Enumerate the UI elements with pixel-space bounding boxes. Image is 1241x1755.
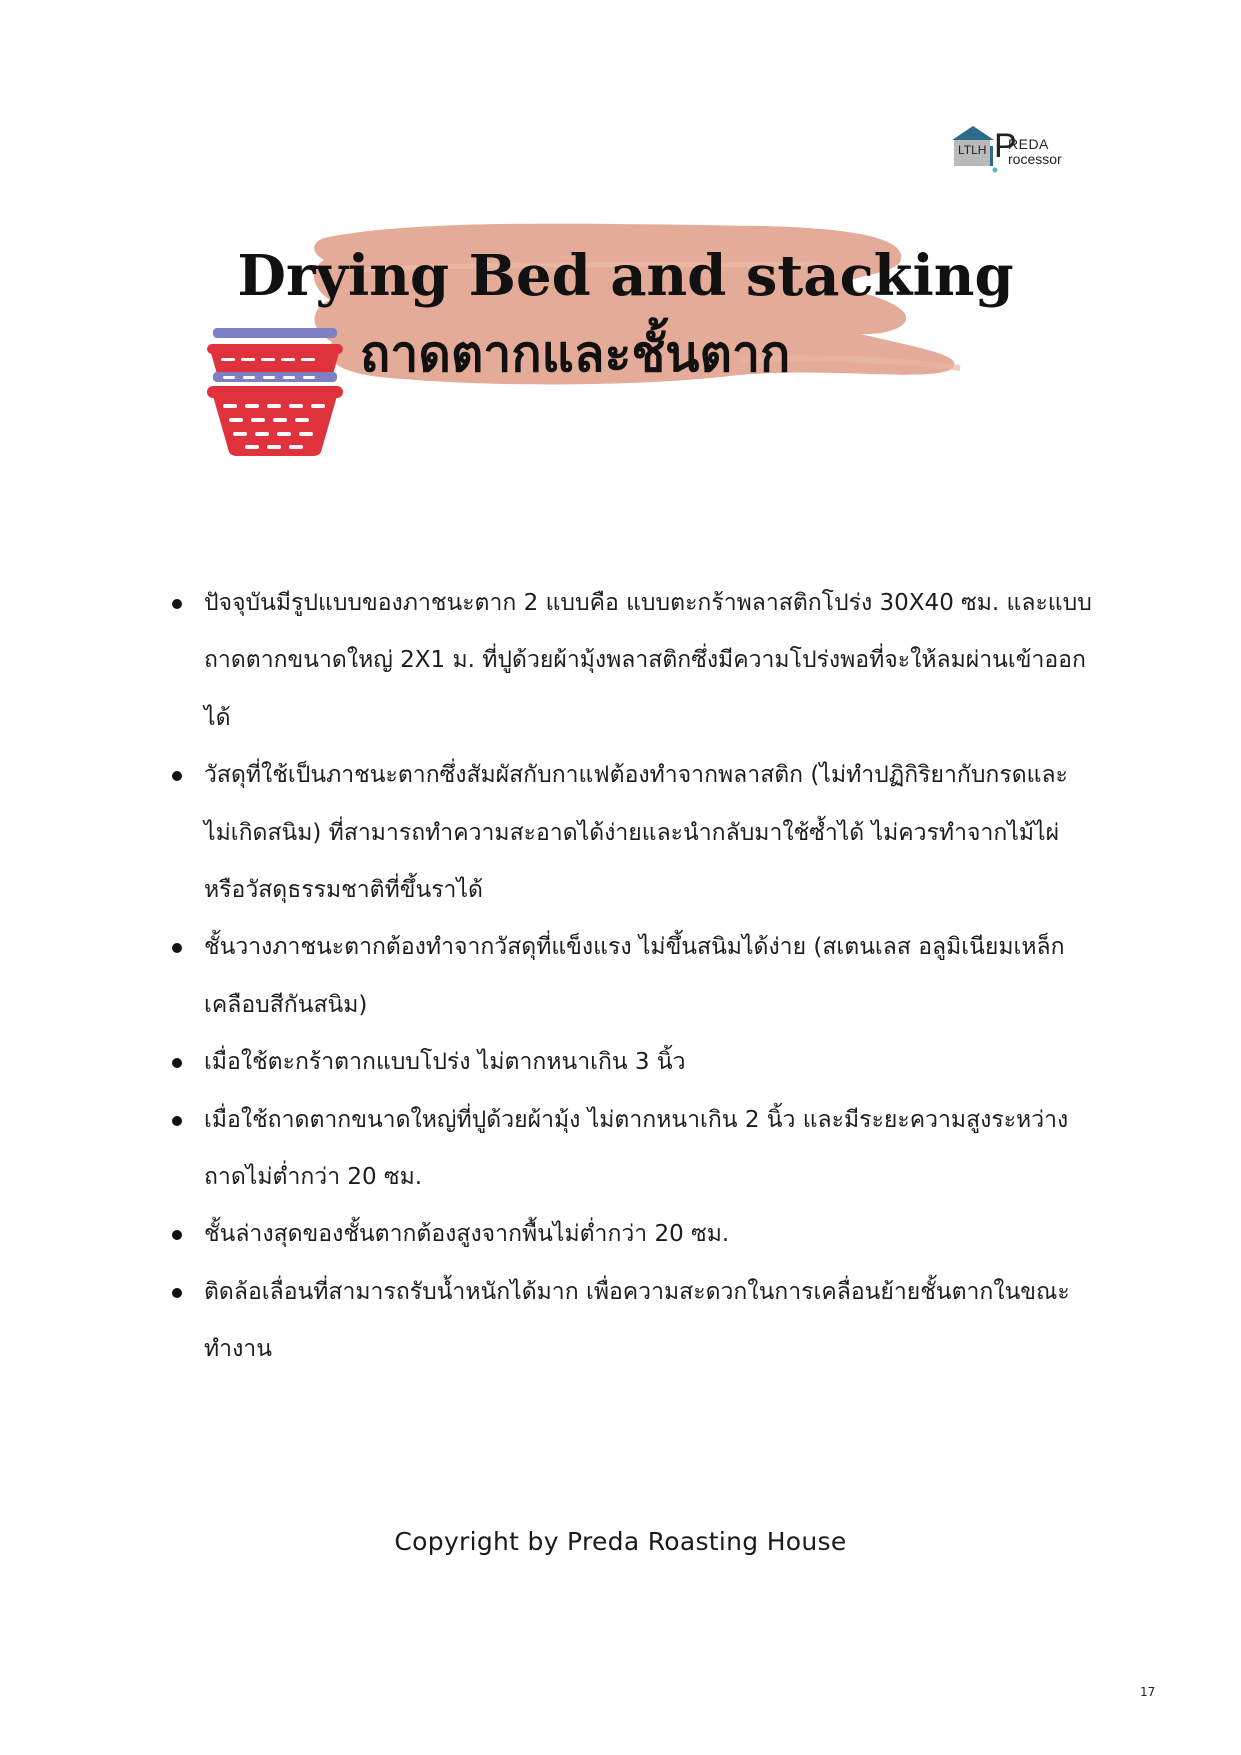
bullet-icon: [172, 1058, 182, 1068]
list-item: [172, 1092, 1092, 1207]
bullet-list-container: [172, 575, 1092, 1379]
page-number: 17: [1140, 1685, 1156, 1699]
logo-initial: P: [994, 127, 1017, 165]
bullet-icon: [172, 771, 182, 781]
list-item: [172, 575, 1092, 747]
bullet-icon: [172, 1288, 182, 1298]
page-title-english-text: Drying Bed and stacking: [237, 243, 1014, 309]
bullet-icon: [172, 1116, 182, 1126]
bullet-icon: [172, 599, 182, 609]
list-item-text: เมื่อใช้ถาดตากขนาดใหญ่ที่ปูด้วยผ้ามุ้ง ไม่ตากหนาเกิน 2 นิ้ว และมีระยะความสูงระหว่างถาดไม่ต่ำกว่า 20 ซม.: [204, 1106, 1069, 1191]
bullet-icon: [172, 943, 182, 953]
list-item-text: ปัจจุบันมีรูปแบบของภาชนะตาก 2 แบบคือ แบบตะกร้าพลาสติกโปร่ง 30X40 ซม. และแบบถาดตากขนาดใหญ่ 2X1 ม. ที่ปูด้วยผ้ามุ้งพลาสติกซึ่งมีความโปร่งพอที่จะให้ลมผ่านเข้าออกได้: [204, 590, 1092, 731]
bullet-icon: [172, 1230, 182, 1240]
list-item-text: ชั้นล่างสุดของชั้นตากต้องสูงจากพื้นไม่ต่ำกว่า 20 ซม.: [204, 1221, 730, 1248]
copyright-text: Copyright by Preda Roasting House: [394, 1527, 847, 1556]
list-item-text: ติดล้อเลื่อนที่สามารถรับน้ำหนักได้มาก เพื่อความสะดวกในการเคลื่อนย้ายชั้นตากในขณะทำงาน: [204, 1278, 1070, 1363]
page-title-thai: ถาดตากและชั้นตาก: [360, 324, 791, 383]
stacked-baskets-icon: [205, 318, 345, 458]
list-item: [172, 1034, 1092, 1091]
page-title-english: [0, 244, 1241, 308]
logo-mark-text: LTLH: [958, 143, 987, 157]
bullet-list: [172, 575, 1092, 1379]
logo-word-bottom: rocessor: [1008, 151, 1062, 167]
list-item: [172, 747, 1092, 919]
list-item: [172, 1206, 1092, 1263]
logo-word-top: REDA: [1008, 136, 1049, 152]
brand-logo: [950, 124, 1090, 176]
list-item-text: ชั้นวางภาชนะตากต้องทำจากวัสดุที่แข็งแรง ไม่ขึ้นสนิมได้ง่าย (สเตนเลส อลูมิเนียมเหล็กเคลือบสีกันสนิม): [204, 934, 1065, 1018]
list-item: [172, 919, 1092, 1034]
list-item-text: เมื่อใช้ตะกร้าตากแบบโปร่ง ไม่ตากหนาเกิน 3 นิ้ว: [204, 1049, 686, 1076]
list-item-text: วัสดุที่ใช้เป็นภาชนะตากซึ่งสัมผัสกับกาแฟต้องทำจากพลาสติก (ไม่ทำปฏิกิริยากับกรดและไม่เกิดสนิม) ที่สามารถทำความสะอาดได้ง่ายและนำกลับมาใช้ซ้ำได้ ไม่ควรทำจากไม้ไผ่หรือวัสดุธรรมชาติที่ขึ้นราได้: [204, 762, 1068, 904]
list-item: [172, 1264, 1092, 1379]
